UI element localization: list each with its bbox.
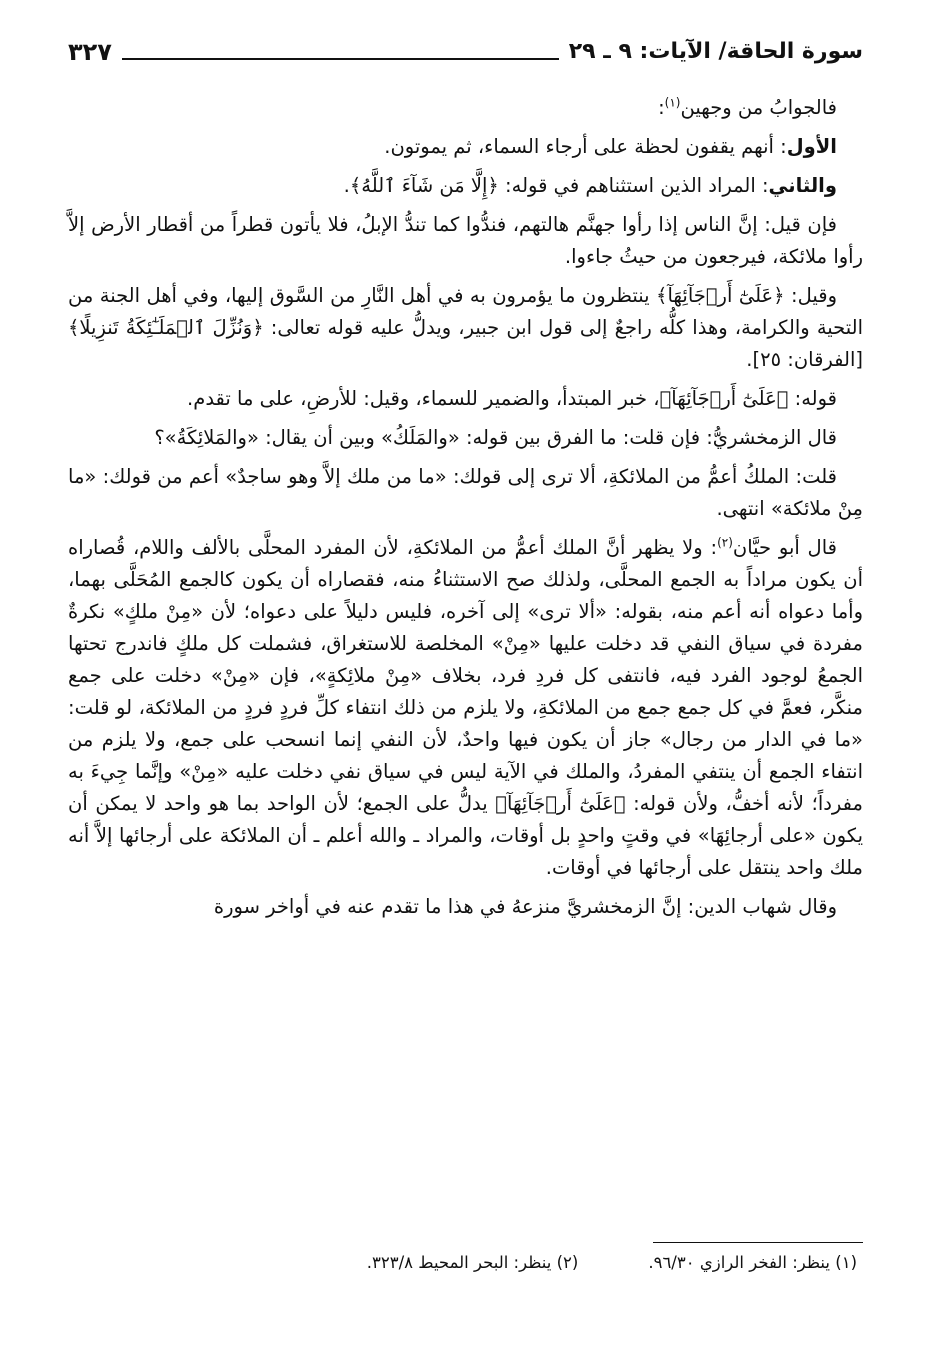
paragraph-his-saying: قوله: ﴿عَلَىٰٓ أَرۡجَآئِهَآ﴾، خبر المبتدأ، والضمير للسماء، وقيل: للأرضِ، على ما تقدم. xyxy=(187,387,837,410)
footnote-2: (٢) ينظر: البحر المحيط ٣٢٣/٨. xyxy=(366,1253,579,1272)
header-title: سورة الحاقة/ الآيات: ٩ ـ ٢٩ xyxy=(568,39,863,64)
paragraph-it-was-said: وقيل: ﴿عَلَىٰٓ أَرۡجَآئِهَآ﴾ ينتظرون ما يؤمرون به في أهل النَّارِ من السَّوق إليها، وفي أهل الجنة من التحية والكرامة، وهذا كلُّه راجعٌ إلى قول ابن جبير، ويدلُّ عليه قوله تعالى: ﴿وَنُزِّلَ ٱلۡمَلَـٰٓئِكَةُ تَنزِيلًا﴾ [الفرقان: ٢٥]. xyxy=(68,284,863,371)
paragraph-zamakhshari: قال الزمخشريُّ: فإن قلت: ما الفرق بين قوله: «والمَلَكُ» وبين أن يقال: «والمَلائِكَةُ»؟ xyxy=(154,426,837,449)
footnotes xyxy=(68,1242,863,1272)
running-header xyxy=(68,24,863,64)
footnote-1: (١) ينظر: الفخر الرازي ٩٦/٣٠. xyxy=(648,1253,857,1272)
lead-first: الأول xyxy=(786,135,837,158)
paragraph-first: الأول: أنهم يقفون لحظة على أرجاء السماء، ثم يموتون. xyxy=(384,135,837,158)
body-text xyxy=(68,92,863,930)
paragraph-second: والثاني: المراد الذين استثناهم في قوله: ﴿إِلَّا مَن شَآءَ ٱللَّهُ﴾. xyxy=(343,174,837,197)
paragraph-i-said: قلت: الملكُ أعمُّ من الملائكةِ، ألا ترى إلى قولك: «ما من ملك إلاَّ وهو ساجدٌ» أعم من قولك: «ما مِنْ ملائكة» انتهى. xyxy=(68,465,863,520)
lead-second: والثاني xyxy=(768,174,837,197)
paragraph-answer: فالجوابُ من وجهين$^{(١)}$: xyxy=(658,95,837,119)
footnote-ref-2[interactable]: (٢) xyxy=(717,535,733,550)
paragraph-abu-hayyan: قال أبو حيَّان$^{(٢)}$: ولا يظهر أنَّ الملك أعمُّ من الملائكةِ، لأن المفرد المحلَّى بالألف واللام، قُصاراه أن يكون مراداً به الجمع المحلَّى، ولذلك صح الاستثناءُ منه، فقصاراه أن يكون كالجمع المُحَلَّى بهما، وأما دعواه أنه أعم منه، بقوله: «ألا ترى» إلى آخره، فليس دليلاً على دعواه؛ لأن «مِنْ ملكٍ» نكرةٌ مفردة في سياق النفي قد دخلت عليها «مِنْ» المخلصة للاستغراق، فشملت كل ملكٍ فاندرج تحتها الجمعُ لوجود الفرد فيه، فانتفى كل فردِ فرد، بخلاف «مِنْ ملائِكةٍ»، فإن «مِنْ» دخلت على جمع منكَّر، فعمَّ في كل جمع جمع من الملائكةِ، ولا يلزم من ذلك انتفاء كلِّ فردٍ فردٍ من الملائكة، لو قلت: «ما في الدار من رجال» جاز أن يكون فيها واحدٌ، لأن النفي إنما انسحب على جمع، ولا يلزم من انتفاء الجمع أن ينتفي المفردُ، والملك في الآية ليس في سياق نفي دخلت عليه «مِنْ» وإنَّما جِيءَ به مفرداً؛ لأنه أخفُّ، ولأن قوله: ﴿عَلَىٰٓ أَرۡجَآئِهَآ﴾ يدلُّ على الجمع؛ لأن الواحد بما هو واحد لا يمكن أن يكون «على أرجائِهَا» في وقتٍ واحدٍ بل أوقات، والمراد ـ والله أعلم ـ أن الملائكة على أرجائها إلاَّ أنه ملك واحد ينتقل على أرجائها في أوقات. xyxy=(68,535,863,879)
footnote-rule xyxy=(653,1242,863,1243)
paragraph-if-said: فإن قيل: إنَّ الناس إذا رأوا جهنَّم هالتهم، فندُّوا كما تندُّ الإبلُ، فلا يأتون قطراً من أقطار الأرض إلاَّ رأوا ملائكة، فيرجعون من حيثُ جاءوا. xyxy=(68,213,863,268)
footnote-row xyxy=(68,1253,863,1272)
footnote-ref-1[interactable]: (١) xyxy=(664,95,681,110)
paragraph-shihab: وقال شهاب الدين: إنَّ الزمخشريَّ منزعهُ في هذا ما تقدم عنه في أواخر سورة xyxy=(213,895,837,918)
header-rule xyxy=(122,58,559,60)
page-number: ٣٢٧ xyxy=(68,38,112,66)
